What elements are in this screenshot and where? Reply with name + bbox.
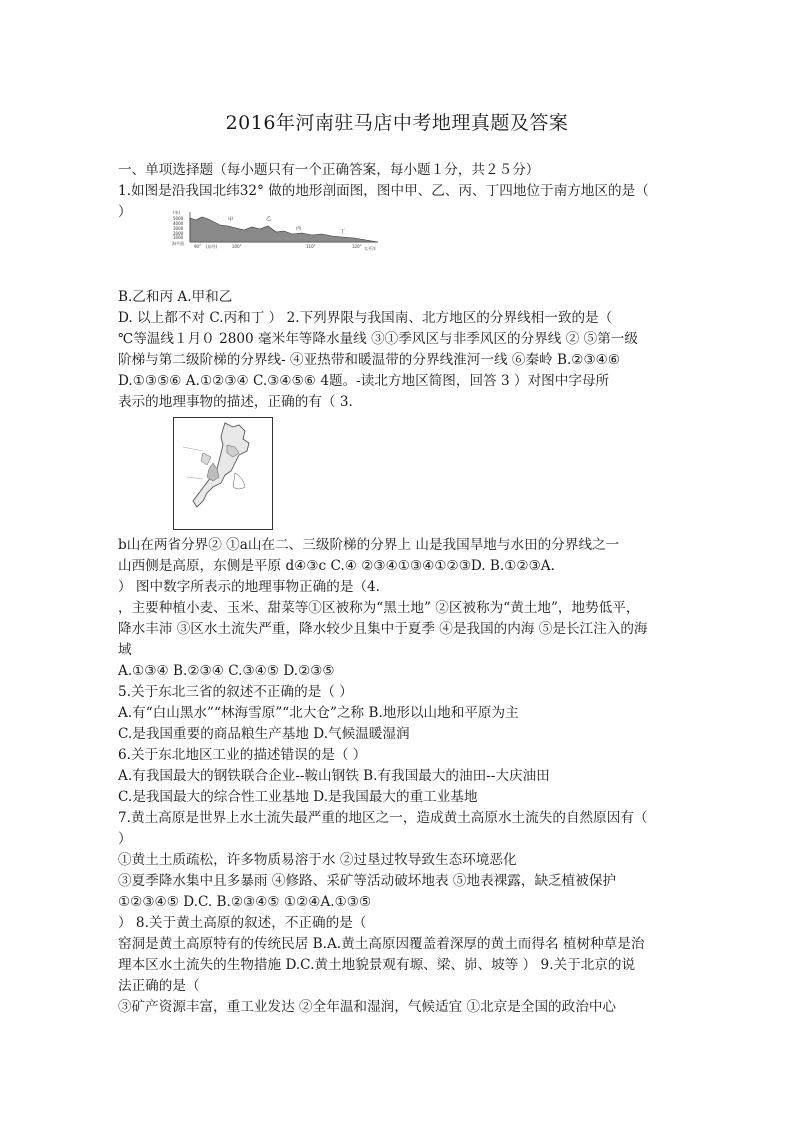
text-line: ①②③④⑤ D.C. B.②③④⑤ ①②④A.①③⑤: [118, 894, 372, 910]
profile-axis-top: (米): [173, 210, 181, 215]
text-line: ）: [118, 204, 132, 220]
profile-x-tick: 110°: [306, 244, 316, 249]
profile-y-tick: 2000: [173, 231, 184, 236]
text-line: D. 以上都不对 C.丙和丁 ） 2.下列界限与我国南、北方地区的分界线相一致的是（: [118, 310, 613, 326]
profile-y-tick: 5000: [173, 216, 184, 221]
profile-sea-level: 海平面: [172, 241, 184, 246]
text-line: ，主要种植小麦、玉米、甜菜等①区被称为“黑土地” ②区被称为“黄土地”，地势低平，: [118, 600, 640, 616]
text-line: C.是我国重要的商品粮生产基地 D.气候温暖湿润: [118, 726, 410, 742]
text-line: 一、单项选择题（每小题只有一个正确答案，每小题１分，共２５分）: [118, 162, 540, 178]
profile-x-tick: 120°: [352, 244, 362, 249]
profile-place-label: 乙: [266, 216, 272, 222]
profile-x-tick: (东经): [206, 244, 218, 249]
profile-y-tick: 1000: [173, 235, 184, 240]
page-title: 2016年河南驻马店中考地理真题及答案: [225, 112, 569, 134]
text-line: ①黄土土质疏松，许多物质易溶于水 ②过垦过牧导致生态环境恶化: [118, 852, 517, 868]
north-china-map-figure: [173, 417, 273, 530]
text-line: 1.如图是沿我国北纬32° 做的地形剖面图，图中甲、乙、丙、丁四地位于南方地区的是（: [118, 183, 649, 199]
profile-y-tick: 3000: [173, 226, 184, 231]
text-line: 理本区水土流失的生物措施 D.C.黄土地貌景观有塬、梁、峁、坡等 ） 9.关于北京的说: [118, 957, 636, 973]
profile-place-label: 丁: [340, 229, 346, 235]
text-line: D.①③⑤⑥ A.①②③④ C.③④⑤⑥ 4题。-读北方地区简图，回答 3 ）对图中字母所: [118, 373, 610, 389]
terrain-profile-figure: [172, 208, 390, 253]
text-line: 5.关于东北三省的叙述不正确的是（ ）: [118, 684, 353, 700]
text-line: A.有我国最大的钢铁联合企业--鞍山钢铁 B.有我国最大的油田--大庆油田: [118, 768, 550, 784]
text-line: 降水丰沛 ③区水土流失严重，降水较少且集中于夏季 ④是我国的内海 ⑤是长江注入的海: [118, 621, 648, 637]
profile-y-tick: 4000: [173, 221, 184, 226]
text-line: ） 8.关于黄土高原的叙述，不正确的是（: [118, 915, 367, 931]
text-line: 表示的地理事物的描述，正确的有（ 3.: [118, 394, 353, 410]
text-line: ℃等温线１月０ 2800 毫米年等降水量线 ③①季风区与非季风区的分界线 ② ⑤第一级: [118, 331, 638, 347]
text-line: 山西侧是高原，东侧是平原 d④③c C.④ ②③④①③④①②③D. B.①②③A.: [118, 558, 555, 574]
profile-x-tick: 90°: [194, 244, 202, 249]
text-line: b山在两省分界② ①a山在二、三级阶梯的分界上 山是我国旱地与水田的分界线之一: [118, 537, 620, 553]
text-line: ）: [118, 831, 132, 847]
profile-x-tick: 100°: [232, 244, 242, 249]
text-line: A.有“白山黑水”“林海雪原”“北大仓”之称 B.地形以山地和平原为主: [118, 705, 519, 721]
text-line: 窑洞是黄土高原特有的传统民居 B.A.黄土高原因覆盖着深厚的黄土而得名 植树种草是治: [118, 936, 645, 952]
text-line: 7.黄土高原是世界上水土流失最严重的地区之一，造成黄土高原水土流失的自然原因有（: [118, 810, 648, 826]
profile-end-label: 太平洋: [364, 246, 376, 251]
text-line: ③矿产资源丰富，重工业发达 ②全年温和湿润，气候适宜 ①北京是全国的政治中心: [118, 999, 617, 1015]
text-line: 阶梯与第二级阶梯的分界线- ④亚热带和暖温带的分界线淮河一线 ⑥秦岭 B.②③④⑥: [118, 352, 621, 368]
profile-place-label: 丙: [296, 226, 302, 232]
profile-place-label: 甲: [228, 217, 234, 223]
text-line: ） 图中数字所表示的地理事物正确的是（4.: [118, 579, 380, 595]
text-line: 域: [118, 642, 132, 658]
text-line: B.乙和丙 A.甲和乙: [118, 289, 233, 305]
text-line: A.①③④ B.②③④ C.③④⑤ D.②③⑤: [118, 663, 335, 679]
text-line: 6.关于东北地区工业的描述错误的是（ ）: [118, 747, 367, 763]
text-line: C.是我国最大的综合性工业基地 D.是我国最大的重工业基地: [118, 789, 478, 805]
text-line: 法正确的是（: [118, 978, 200, 994]
text-line: ③夏季降水集中且多暴雨 ④修路、采矿等活动破坏地表 ⑤地表裸露，缺乏植被保护: [118, 873, 617, 889]
